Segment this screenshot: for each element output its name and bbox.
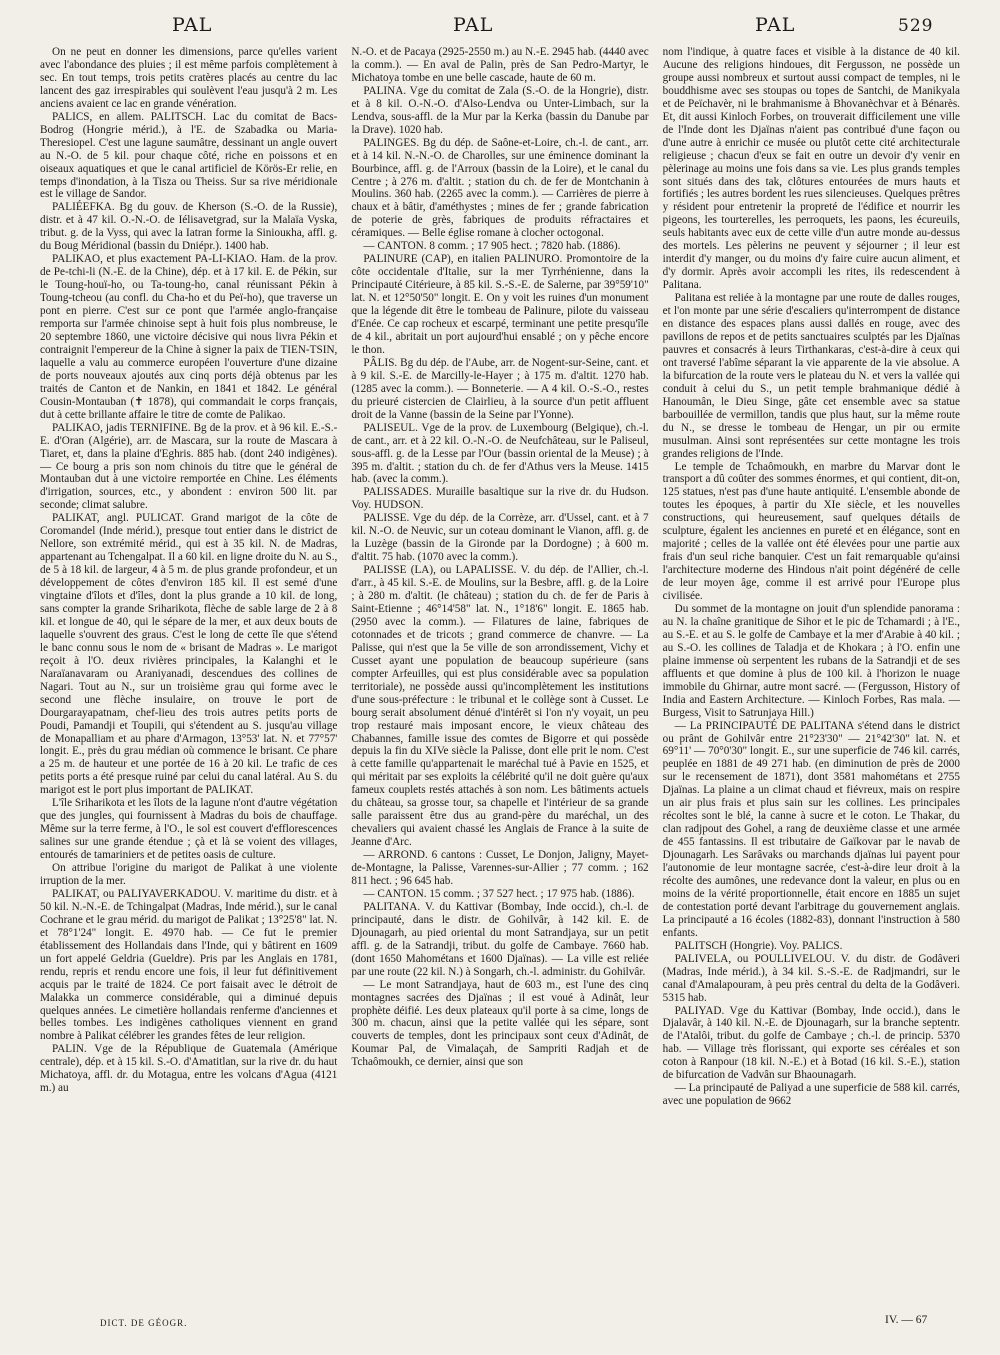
- entry-paragraph: PALINA. Vge du comitat de Zala (S.-O. de la Hongrie), distr. et à 8 kil. O.-N.-O. d'Also-Lendva ou Unter-Limbach, sur la Lendva, sous-affl. de la Mur par la Kerka (bassin du Danube par la Drave). 1020 hab.: [351, 84, 649, 136]
- entry-paragraph: PÂLIS. Bg du dép. de l'Aube, arr. de Nogent-sur-Seine, cant. et à 9 kil. S.-E. de Marcilly-le-Hayer ; à 175 m. d'altit. 1270 hab. (1285 avec la comm.). — Bonneterie. — A 4 kil. O.-S.-O., restes du prieuré cistercien de Clairlieu, à la source d'un petit affluent droit de la Vanne (bassin de la Seine par l'Yonne).: [351, 356, 649, 421]
- entry-paragraph: On attribue l'origine du marigot de Palikat à une violente irruption de la mer.: [40, 862, 338, 887]
- header-right-word: PAL: [755, 14, 796, 36]
- entry-paragraph: PALIKAO, jadis TERNIFINE. Bg de la prov. et à 96 kil. E.-S.-E. d'Oran (Algérie), arr. de Mascara, sur la route de Mascara à Tiaret, et, dans la plaine d'Eghris. 885 hab. (dont 240 indigènes). — Ce bourg a pris son nom chinois du titre que le général de Montauban dut à une victoire remportée en Chine. Les éléments d'irrigation, sources, etc., y abondent : environ 500 lit. par seconde; climat salubre.: [40, 421, 338, 512]
- entry-paragraph: Palitana est reliée à la montagne par une route de dalles rouges, et l'on monte par une série d'escaliers qu'interrompent de distance en distance des espaces plans aussi dallés en rouge, avec des pavillons de repos et de petits sanctuaires sculptés par les Djaïnas pauvres et consacrés à leurs Tirthankaras, c'est-à-dire à ceux qui ont traversé l'abîme séparant la vie apparente de la vie absolue. A la bifurcation de la route vers le plateau du N. et vers la vallée qui conduit à celui du S., un petit temple brahmanique dédié à Hanoumân, le Dieu Singe, gâte cet ensemble avec sa statue barbouillée de vermillon, tandis que plus haut, sur la même route du N., se dresse le tombeau de Hengar, un pir ou ermite musulman. Ainsi sont représentées sur cette montagne les trois grandes religions de l'Inde.: [662, 292, 960, 460]
- entry-paragraph: — La PRINCIPAUTÉ DE PALITANA s'étend dans le district ou prânt de Gohilvâr entre 21°23'30" — 21°42'30" lat. N. et 69°11' — 70°0'30" longit. E., sur une superficie de 746 kil. carrés, peuplée en 1881 de 49 271 hab. (en diminution de près de 2000 sur le recensement de 1871), dont 3581 mahométans et 2755 Djaïnas. La plaine a un climat chaud et fiévreux, mais on respire un air plus frais et plus sain sur les collines. Les principales récoltes sont le blé, la canne à sucre et le coton. Le Thakar, du clan radjpout des Gohel, a rang de deuxième classe et une armée de 455 fantassins. Il est tributaire de Gaïkovar par le navab de Djounagarh. Les Sarâvaks ou marchands djaïnas lui payent pour l'autonomie de leur montagne sacrée, c'est-à-dire leur droit à la récolte des aumônes, une redevance dont la valeur, en plus ou en moins de la vérité proportionnelle, était encore en 1885 un sujet de contestation porté devant l'arbitrage du gouvernement anglais. La principauté a 16 écoles (1882-83), donnant l'instruction à 580 enfants.: [662, 719, 960, 939]
- running-head: [40, 14, 960, 44]
- entry-paragraph: PALIKAT, angl. PULICAT. Grand marigot de la côte de Coromandel (Inde mérid.), presque tout entier dans le district de Nellore, son extrémité mérid., qui est à 35 kil. N. de Madras, appartenant au Tchengalpat. Il a 60 kil. en ligne droite du N. au S., de 5 à 18 kil. de largeur, 4 à 5 m. de plus grande profondeur, et un développement de côtes d'environ 185 kil. Il est semé d'une vingtaine d'îlots et d'îles, dont la plus grande a 10 kil. de long, sans compter la grande Sriharikota, flèche de sable large de 2 à 8 kil. et longue de 40, qui le sépare de la mer, et aux deux bouts de laquelle s'ouvrent des graus. C'est le long de cette île que s'étend le banc connu sous le nom de « brisant de Madras ». Le marigot reçoit à l'O. deux rivières principales, la Kalanghi et le Naraïanavaram ou Araniyanadi, descendues des collines de Nagari. Tout au N., sur un troisième grau qui forme avec le second une flèche insulaire, on trouve le port de Dourgarayapatnam, chef-lieu des trois autres petits ports de Poudi, Pamandji et Toupili, qui s'étendent au S. jusqu'au village de Monapalliam et au phare d'Armagon, 13°53' lat. N. et 77°57' longit. E., près du grau médian où commence le brisant. Ce phare a 25 m. de hauteur et une portée de 16 à 20 kil. Le trafic de ces petits ports a été presque ruiné par celui du canal latéral. Au S. du marigot est le port plus important de PALIKAT.: [40, 512, 338, 797]
- entry-paragraph: — Le mont Satrandjaya, haut de 603 m., est l'une des cinq montagnes sacrées des Djaïnas ; il est voué à Adinât, leur prophète déifié. Les deux plateaux qu'il porte à sa cime, longs de 300 m. chacun, ainsi que la petite vallée qui les sépare, sont couverts de temples, dont les principaux sont ceux d'Adinât, de Koumar Pal, de Vimalaçah, de Sampriti Radjah et de Tchaômoukh, ce dernier, ainsi que son: [351, 978, 649, 1069]
- entry-paragraph: PALIYAD. Vge du Kattivar (Bombay, Inde occid.), dans le Djalavâr, à 140 kil. N.-E. de Djounagarh, sur la branche septentr. de l'Atalôi, tribut. du golfe de Cambaye ; ch.-l. de princip. 5370 hab. — Village très florissant, qui exporte ses céréales et son coton à Ranpour (18 kil. N.-E.) et à Botad (16 kil. S.-E.), station de bifurcation de Vadvân sur Bhaounagarh.: [662, 1004, 960, 1082]
- footer-volume-sheet: IV. — 67: [885, 1314, 928, 1326]
- entry-paragraph: PALICS, en allem. PALITSCH. Lac du comitat de Bacs-Bodrog (Hongrie mérid.), à l'E. de Szabadka ou Maria-Theresiopel. C'est une lagune saumâtre, dessinant un angle ouvert au N.-O. de 5 kil. pour chaque côté, riche en poissons et en oiseaux aquatiques et que le canal artificiel de Körös-Er relie, en temps d'inondation, à la Tisza ou Theiss. Sur sa rive méridionale est le village de Sandor.: [40, 110, 338, 201]
- entry-paragraph: PALITANA. V. du Kattivar (Bombay, Inde occid.), ch.-l. de principauté, dans le distr. de Gohilvâr, à 142 kil. E. de Djounagarh, au pied oriental du mont Satrandjaya, sur un petit affl. g. de la Satrandji, tribut. du golfe de Cambaye. 7660 hab. (dont 1650 Mahométans et 1600 Djaïnas). — La ville est reliée par une route (22 kil. N.) à Songarh, ch.-l. administr. du Gohilvâr.: [351, 900, 649, 978]
- entry-paragraph: On ne peut en donner les dimensions, parce qu'elles varient avec l'abondance des pluies ; il est même parfois complètement à sec. En tout temps, trois petits cratères placés au centre du lac lancent des gaz irrespirables qui soulèvent l'eau jusqu'à 2 m. Les anciens avaient ce lac en grande vénération.: [40, 46, 338, 110]
- entry-paragraph: nom l'indique, à quatre faces et visible à la distance de 40 kil. Aucune des religions hindoues, dit Fergusson, ne possède un groupe aussi nombreux et surtout aussi compact de temples, ni le bouddhisme avec ses stoupas ou topes de Santchi, de Manikyala et de Peïchavèr, ni le brahmanisme à Bhovanèchvar et à Bénarès. Et, dit aussi Kinloch Forbes, on trouverait difficilement une ville de l'Inde dont les Djaïnas n'aient pas contribué d'une façon ou d'une autre à enrichir ce musée ou plutôt cette cité architecturale religieuse ; chacun d'eux se fait en outre un devoir d'y venir en pèlerinage au moins une fois dans sa vie. Les plus grands temples sont situés dans des tak, clôtures entourées de murs hauts et fortifiés ; les autres bordent les rues silencieuses. Quelques prêtres y résident pour entretenir la propreté de l'édifice et nourrir les pigeons, les tourterelles, les perroquets, les paons, les écureuils, seuls habitants avec eux de cette ville d'un autre monde au-dessus des mortels. Les pèlerins ne peuvent y séjourner ; il leur est interdit d'y manger, ou du moins d'y faire cuire aucun aliment, et d'y dormir. Après avoir accompli les rites, ils redescendent à Palitana.: [662, 46, 960, 292]
- entry-paragraph: PALISEUL. Vge de la prov. de Luxembourg (Belgique), ch.-l. de cant., arr. et à 22 kil. O.-N.-O. de Neufchâteau, sur le Paliseul, sous-affl. g. de la Lesse par l'Our (bassin oriental de la Meuse) ; à 395 m. d'altit. ; station du ch. de fer d'Athus vers la Meuse. 1415 hab. (avec la comm.).: [351, 421, 649, 486]
- entry-paragraph: PALIKAT, ou PALIYAVERKADOU. V. maritime du distr. et à 50 kil. N.-N.-E. de Tchingalpat (Madras, Inde mérid.), sur le canal Cochrane et le grau mérid. du marigot de Palikat ; 13°25'8" lat. N. et 78°1'24" longit. E. 4970 hab. — Ce fut le premier établissement des Hollandais dans l'Inde, qui y bâtirent en 1609 un fort appelé Geldria (Gueldre). Pris par les Anglais en 1781, rendu, repris et rendu encore une fois, il leur fut définitivement acquis par le traité de 1824. Ce port faisait avec le détroit de Malakka un commerce considérable, qui a diminué depuis quelques années. Le cimetière hollandais renferme d'anciennes et belles tombes. Les indigènes catholiques viennent en grand nombre à Palikat célébrer les grandes fêtes de leur religion.: [40, 887, 338, 1043]
- entry-paragraph: — ARROND. 6 cantons : Cusset, Le Donjon, Jaligny, Mayet-de-Montagne, la Palisse, Varennes-sur-Allier ; 77 comm. ; 162 811 hect. ; 96 645 hab.: [351, 849, 649, 887]
- entry-paragraph: PALITSCH (Hongrie). Voy. PALICS.: [674, 939, 843, 952]
- header-left-word: PAL: [172, 14, 213, 36]
- entry-paragraph: N.-O. et de Pacaya (2925-2550 m.) au N.-E. 2945 hab. (4440 avec la comm.). — En aval de Palin, près de San Pedro-Martyr, le Michatoya tombe en une belle cascade, haute de 60 m.: [351, 46, 649, 84]
- entry-paragraph: Le temple de Tchaômoukh, en marbre du Marvar dont le transport a dû coûter des sommes énormes, et qui contient, dit-on, 125 statues, n'est pas d'une haute antiquité. L'ensemble abonde de toutes les époques, à partir du XIe siècle, et les nouvelles constructions, qui heureusement, sauf quelques détails de sculpture, égalent les anciennes en pureté et en élégance, sont en majorité ; celles de la vallée ont été élevées pour une partie aux frais d'un seul riche banquier. C'est un fait remarquable qu'ainsi l'architecture moderne des Hindous n'ait point dégénéré de celle de leur moyen âge, comme il est arrivé pour l'Europe plus civilisée.: [662, 460, 960, 603]
- entry-paragraph: L'île Sriharikota et les îlots de la lagune n'ont d'autre végétation que des jungles, qui fournissent à Madras du bois de chauffage. Même sur la terre ferme, à l'O., le sol est couvert d'efflorescences salines sur une grande étendue ; çà et là se voient des villages, entourés de tamariniers et de petites oasis de culture.: [40, 797, 338, 862]
- entry-paragraph: PALISSADES. Muraille basaltique sur la rive dr. du Hudson. Voy. HUDSON.: [351, 486, 649, 512]
- entry-paragraph: PALIN. Vge de la République de Guatemala (Amérique centrale), dép. et à 15 kil. S.-O. d'Amatitlan, sur la rive dr. du haut Michatoya, affl. dr. du Motagua, entre les volcans d'Agua (4121 m.) au: [40, 1043, 338, 1095]
- column-middle: [351, 46, 648, 1311]
- entry-paragraph: — CANTON. 15 comm. ; 37 527 hect. ; 17 975 hab. (1886).: [363, 887, 635, 900]
- column-left: [40, 46, 337, 1311]
- page-number: 529: [898, 16, 934, 36]
- entry-paragraph: — CANTON. 8 comm. ; 17 905 hect. ; 7820 hab. (1886).: [363, 240, 621, 253]
- entry-paragraph: PALINURE (CAP), en italien PALINURO. Promontoire de la côte occidentale d'Italie, sur la mer Tyrrhénienne, dans la Principauté Citérieure, à 85 kil. S.-S.-E. de Salerne, par 39°59'10" lat. N. et 12°50'50" longit. E. On y voit les ruines d'un monument que la légende dit être le tombeau de Palinure, pilote du vaisseau d'Enée. Ce cap rocheux et escarpé, terminant une petite presqu'île de 4 kil., abritait un port aujourd'hui ensablé ; on y pêche encore le thon.: [351, 253, 649, 356]
- footer-signature: DICT. DE GÉOGR.: [100, 1318, 188, 1328]
- entry-paragraph: PALINGES. Bg du dép. de Saône-et-Loire, ch.-l. de cant., arr. et à 14 kil. N.-N.-O. de Charolles, sur une éminence dominant la Bourbince, affl. g. de l'Arroux (bassin de la Loire), et le canal du Centre ; à 276 m. d'altit. ; station du ch. de fer de Montchanin à Moulins. 360 hab. (2265 avec la comm.). — Carrières de pierre à chaux et à bâtir, d'améthystes ; mines de fer ; grande fabrication de poterie de grès, fabriques de produits réfractaires et céramiques. — Belle église romane à clocher octogonal.: [351, 136, 649, 240]
- entry-paragraph: PALIKAO, et plus exactement PA-LI-KIAO. Ham. de la prov. de Pe-tchi-li (N.-E. de la Chine), dép. et à 17 kil. E. de Pékin, sur le Toung-houï-ho, ou Ta-toung-ho, canal réunissant Pékin à Toung-tcheou (au confl. du Cha-ho et du Peï-ho), que traverse un pont en pierre. C'est sur ce pont que l'armée anglo-française remporta sur l'armée chinoise sept à huit fois plus nombreuse, le 20 septembre 1860, une victoire décisive qui nous livra Pékin et contraignit l'empereur de la Chine à signer la paix de TIEN-TSIN, laquelle a valu au commerce européen l'ouverture d'une dizaine de ports nouveaux ajoutés aux cinq ports déjà obtenus par les traités de Canton et de Nankin, en 1841 et 1842. Le général Cousin-Montauban (✝ 1878), qui commandait le corps français, dut à cette brillante affaire le titre de comte de Palikao.: [40, 253, 338, 421]
- column-right: [663, 46, 960, 1311]
- entry-paragraph: PALIVELA, ou POULLIVELOU. V. du distr. de Godâveri (Madras, Inde mérid.), à 34 kil. S.-S.-E. de Radjmandri, sur le canal d'Amalapouram, à peu près central du delta de la Godâveri. 5315 hab.: [662, 952, 960, 1004]
- entry-paragraph: — La principauté de Paliyad a une superficie de 588 kil. carrés, avec une population de 9662: [662, 1082, 960, 1108]
- entry-paragraph: PALIÉEFKA. Bg du gouv. de Kherson (S.-O. de la Russie), distr. et à 47 kil. O.-N.-O. de Iélisavetgrad, sur la Malaïa Vyska, tribut. g. de la Vyss, qui avec la Iatran forme la Siniouкha, affl. g. du Boug Méridional (bassin du Dniépr.). 1400 hab.: [40, 201, 338, 253]
- entry-paragraph: PALISSE (LA), ou LAPALISSE. V. du dép. de l'Allier, ch.-l. d'arr., à 45 kil. S.-E. de Moulins, sur la Besbre, affl. g. de la Loire ; à 280 m. d'altit. (le château) ; station du ch. de fer de Paris à Saint-Etienne ; 46°14'58" lat. N., 1°18'6" longit. E. 1865 hab. (2950 avec la comm.). — Filatures de laine, fabriques de cotonnades et de tricots ; grand commerce de chanvre. — La Palisse, qui n'est que la 5e ville de son arrondissement, Vichy et Cusset ayant une population de beaucoup supérieure (sans compter Arfeuilles, qui est plus considérable avec sa population territoriale), ne possède aussi qu'incomplètement les institutions d'une sous-préfecture : le tribunal et le collège sont à Cusset. Le bourg serait absolument dénué d'intérêt si l'on n'y voyait, un peu trop restauré mais imposant encore, le vieux château des Chabannes, famille issue des comtes de Bigorre et qui possède depuis la fin du XIVe siècle la Palisse, dont elle prit le nom. C'est à cette famille qu'appartenait le maréchal tué à Pavie en 1525, et qui méritait par ses exploits la célébrité qu'il ne doit guère qu'aux fameux couplets restés attachés à son nom. Les bâtiments actuels du château, sa grosse tour, sa chapelle et l'intérieur de sa grande salle paraissent être dus au grand-père du maréchal, un des chevaliers qui avaient chassé les Anglais de France à la suite de Jeanne d'Arc.: [351, 564, 649, 849]
- text-columns: [40, 46, 960, 1311]
- entry-paragraph: PALISSE. Vge du dép. de la Corrèze, arr. d'Ussel, cant. et à 7 kil. N.-O. de Neuvic, sur un coteau dominant le Vianon, affl. g. de la Luzège (bassin de la Gironde par la Dordogne) ; à 600 m. d'altit. 75 hab. (1070 avec la comm.).: [351, 512, 649, 564]
- header-center-word: PAL: [453, 14, 494, 36]
- entry-paragraph: Du sommet de la montagne on jouit d'un splendide panorama : au N. la chaîne granitique de Sihor et le pic de Tchamardi ; à l'E., au S.-E. et au S. le golfe de Cambaye et la mer d'Arabie à 40 kil. ; au S.-O. les collines de Taladja et de Khokara ; à l'O. enfin une plaine immense où serpentent les rubans de la Satrandji et de ses affluents et que domine à plus de 100 kil. à l'horizon le nuage immobile du Ghirnar, autre mont sacré. — (Fergusson, History of India and Eastern Architecture. — Kinloch Forbes, Ras mala. — Burgess, Visit to Satrunjaya Hill.): [662, 602, 960, 719]
